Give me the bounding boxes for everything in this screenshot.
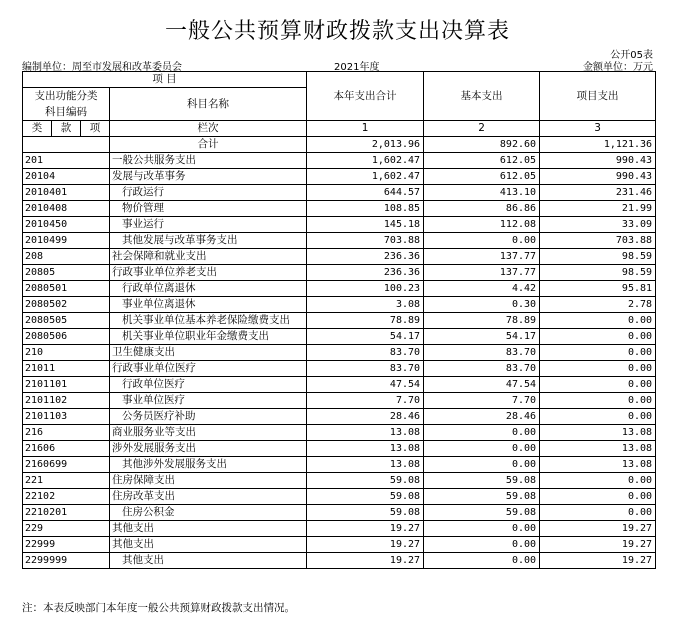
row-total: 83.70 [307, 345, 424, 361]
row-code: 221 [23, 473, 110, 489]
row-subject-name: 公务员医疗补助 [110, 409, 307, 425]
report-year: 2021年度 [334, 62, 380, 73]
row-basic: 83.70 [424, 345, 540, 361]
totals-total: 2,013.96 [307, 137, 424, 153]
header-lanci: 栏次 [110, 121, 307, 137]
row-basic: 112.08 [424, 217, 540, 233]
table-row [23, 505, 656, 521]
row-code: 2010401 [23, 185, 110, 201]
row-code: 216 [23, 425, 110, 441]
row-project: 95.81 [540, 281, 656, 297]
row-code: 2010408 [23, 201, 110, 217]
totals-code-cell [23, 137, 110, 153]
row-code: 22102 [23, 489, 110, 505]
row-code: 2101101 [23, 377, 110, 393]
row-total: 3.08 [307, 297, 424, 313]
row-subject-name: 机关事业单位基本养老保险缴费支出 [110, 313, 307, 329]
row-total: 19.27 [307, 537, 424, 553]
row-subject-name: 行政事业单位养老支出 [110, 265, 307, 281]
row-subject-name: 事业单位医疗 [110, 393, 307, 409]
row-project: 0.00 [540, 345, 656, 361]
row-subject-name: 涉外发展服务支出 [110, 441, 307, 457]
row-project: 13.08 [540, 441, 656, 457]
header-kuan: 款 [52, 121, 81, 137]
header-xiang: 项 [81, 121, 110, 137]
table-note: 注：本表反映部门本年度一般公共预算财政拨款支出情况。 [22, 602, 295, 614]
table-row [23, 489, 656, 505]
row-basic: 59.08 [424, 505, 540, 521]
row-basic: 137.77 [424, 265, 540, 281]
row-total: 19.27 [307, 553, 424, 569]
row-subject-name: 其他发展与改革事务支出 [110, 233, 307, 249]
table-row [23, 169, 656, 185]
row-subject-name: 商业服务业等支出 [110, 425, 307, 441]
row-total: 13.08 [307, 441, 424, 457]
row-total: 47.54 [307, 377, 424, 393]
row-total: 13.08 [307, 425, 424, 441]
row-basic: 0.30 [424, 297, 540, 313]
header-subject-name: 科目名称 [110, 88, 307, 121]
totals-project: 1,121.36 [540, 137, 656, 153]
row-code: 2160699 [23, 457, 110, 473]
header-item: 项 目 [23, 72, 307, 88]
table-row [23, 537, 656, 553]
row-code: 20805 [23, 265, 110, 281]
table-row [23, 217, 656, 233]
row-project: 990.43 [540, 153, 656, 169]
header-project: 项目支出 [540, 72, 656, 121]
table-row [23, 393, 656, 409]
table-row [23, 281, 656, 297]
table-row [23, 377, 656, 393]
row-basic: 7.70 [424, 393, 540, 409]
header-basic: 基本支出 [424, 72, 540, 121]
totals-basic: 892.60 [424, 137, 540, 153]
row-basic: 0.00 [424, 441, 540, 457]
row-code: 2101103 [23, 409, 110, 425]
table-row [23, 265, 656, 281]
expenditure-table [22, 71, 656, 569]
row-subject-name: 物价管理 [110, 201, 307, 217]
table-row [23, 361, 656, 377]
row-basic: 4.42 [424, 281, 540, 297]
row-code: 21011 [23, 361, 110, 377]
table-row [23, 345, 656, 361]
row-subject-name: 行政事业单位医疗 [110, 361, 307, 377]
row-basic: 0.00 [424, 233, 540, 249]
header-lei: 类 [23, 121, 52, 137]
row-total: 59.08 [307, 505, 424, 521]
row-total: 83.70 [307, 361, 424, 377]
row-basic: 47.54 [424, 377, 540, 393]
row-project: 703.88 [540, 233, 656, 249]
row-project: 0.00 [540, 505, 656, 521]
totals-row [23, 137, 656, 153]
header-col1: 1 [307, 121, 424, 137]
table-row [23, 441, 656, 457]
row-project: 0.00 [540, 313, 656, 329]
row-basic: 86.86 [424, 201, 540, 217]
table-row [23, 521, 656, 537]
row-total: 54.17 [307, 329, 424, 345]
row-project: 21.99 [540, 201, 656, 217]
row-subject-name: 发展与改革事务 [110, 169, 307, 185]
row-subject-name: 其他支出 [110, 537, 307, 553]
row-subject-name: 住房保障支出 [110, 473, 307, 489]
row-subject-name: 行政单位离退休 [110, 281, 307, 297]
row-total: 236.36 [307, 249, 424, 265]
row-code: 2010450 [23, 217, 110, 233]
row-code: 2101102 [23, 393, 110, 409]
row-total: 145.18 [307, 217, 424, 233]
row-subject-name: 其他涉外发展服务支出 [110, 457, 307, 473]
row-code: 21606 [23, 441, 110, 457]
row-subject-name: 一般公共服务支出 [110, 153, 307, 169]
row-total: 28.46 [307, 409, 424, 425]
table-row [23, 409, 656, 425]
row-total: 100.23 [307, 281, 424, 297]
table-row [23, 201, 656, 217]
row-basic: 137.77 [424, 249, 540, 265]
row-project: 2.78 [540, 297, 656, 313]
row-project: 19.27 [540, 521, 656, 537]
table-row [23, 185, 656, 201]
row-project: 0.00 [540, 377, 656, 393]
row-total: 1,602.47 [307, 169, 424, 185]
table-row [23, 153, 656, 169]
row-project: 0.00 [540, 329, 656, 345]
table-row [23, 297, 656, 313]
row-subject-name: 住房公积金 [110, 505, 307, 521]
row-total: 59.08 [307, 489, 424, 505]
header-func-code: 支出功能分类 科目编码 [23, 88, 110, 121]
row-total: 108.85 [307, 201, 424, 217]
row-subject-name: 事业单位离退休 [110, 297, 307, 313]
row-code: 2080506 [23, 329, 110, 345]
row-basic: 0.00 [424, 425, 540, 441]
row-code: 210 [23, 345, 110, 361]
row-basic: 78.89 [424, 313, 540, 329]
row-basic: 413.10 [424, 185, 540, 201]
row-project: 0.00 [540, 409, 656, 425]
row-subject-name: 其他支出 [110, 521, 307, 537]
row-subject-name: 住房改革支出 [110, 489, 307, 505]
table-row [23, 457, 656, 473]
header-row-lanci [23, 121, 656, 137]
row-project: 98.59 [540, 249, 656, 265]
row-basic: 0.00 [424, 553, 540, 569]
row-subject-name: 其他支出 [110, 553, 307, 569]
row-code: 2080502 [23, 297, 110, 313]
report-title: 一般公共预算财政拨款支出决算表 [164, 19, 510, 44]
row-basic: 54.17 [424, 329, 540, 345]
row-total: 59.08 [307, 473, 424, 489]
header-col3: 3 [540, 121, 656, 137]
header-total: 本年支出合计 [307, 72, 424, 121]
table-row [23, 329, 656, 345]
table-row [23, 313, 656, 329]
row-basic: 28.46 [424, 409, 540, 425]
row-basic: 0.00 [424, 457, 540, 473]
table-row [23, 249, 656, 265]
row-project: 19.27 [540, 537, 656, 553]
row-total: 644.57 [307, 185, 424, 201]
row-project: 0.00 [540, 473, 656, 489]
compiling-unit: 编制单位：周至市发展和改革委员会 [22, 62, 182, 73]
row-code: 2080505 [23, 313, 110, 329]
amount-unit: 金额单位：万元 [583, 62, 653, 73]
row-basic: 59.08 [424, 489, 540, 505]
report-meta-row [22, 58, 653, 73]
row-code: 2080501 [23, 281, 110, 297]
row-project: 33.09 [540, 217, 656, 233]
row-project: 0.00 [540, 393, 656, 409]
row-code: 2299999 [23, 553, 110, 569]
row-subject-name: 机关事业单位职业年金缴费支出 [110, 329, 307, 345]
row-basic: 0.00 [424, 537, 540, 553]
row-total: 78.89 [307, 313, 424, 329]
row-code: 22999 [23, 537, 110, 553]
row-code: 2010499 [23, 233, 110, 249]
row-project: 19.27 [540, 553, 656, 569]
row-subject-name: 卫生健康支出 [110, 345, 307, 361]
header-col2: 2 [424, 121, 540, 137]
row-project: 13.08 [540, 457, 656, 473]
row-basic: 612.05 [424, 169, 540, 185]
row-code: 20104 [23, 169, 110, 185]
row-subject-name: 事业运行 [110, 217, 307, 233]
form-number: 公开05表 [610, 50, 653, 61]
table-row [23, 553, 656, 569]
row-project: 0.00 [540, 489, 656, 505]
row-total: 1,602.47 [307, 153, 424, 169]
row-code: 2210201 [23, 505, 110, 521]
row-project: 990.43 [540, 169, 656, 185]
row-basic: 0.00 [424, 521, 540, 537]
row-basic: 83.70 [424, 361, 540, 377]
row-code: 229 [23, 521, 110, 537]
row-total: 236.36 [307, 265, 424, 281]
row-total: 19.27 [307, 521, 424, 537]
row-project: 98.59 [540, 265, 656, 281]
table-row [23, 233, 656, 249]
table-row [23, 473, 656, 489]
row-basic: 59.08 [424, 473, 540, 489]
row-project: 0.00 [540, 361, 656, 377]
row-project: 13.08 [540, 425, 656, 441]
row-code: 208 [23, 249, 110, 265]
row-total: 703.88 [307, 233, 424, 249]
row-total: 7.70 [307, 393, 424, 409]
table-row [23, 425, 656, 441]
row-subject-name: 行政运行 [110, 185, 307, 201]
totals-label: 合计 [110, 137, 307, 153]
row-total: 13.08 [307, 457, 424, 473]
row-basic: 612.05 [424, 153, 540, 169]
row-subject-name: 行政单位医疗 [110, 377, 307, 393]
row-project: 231.46 [540, 185, 656, 201]
header-row-item [23, 72, 656, 88]
row-subject-name: 社会保障和就业支出 [110, 249, 307, 265]
row-code: 201 [23, 153, 110, 169]
